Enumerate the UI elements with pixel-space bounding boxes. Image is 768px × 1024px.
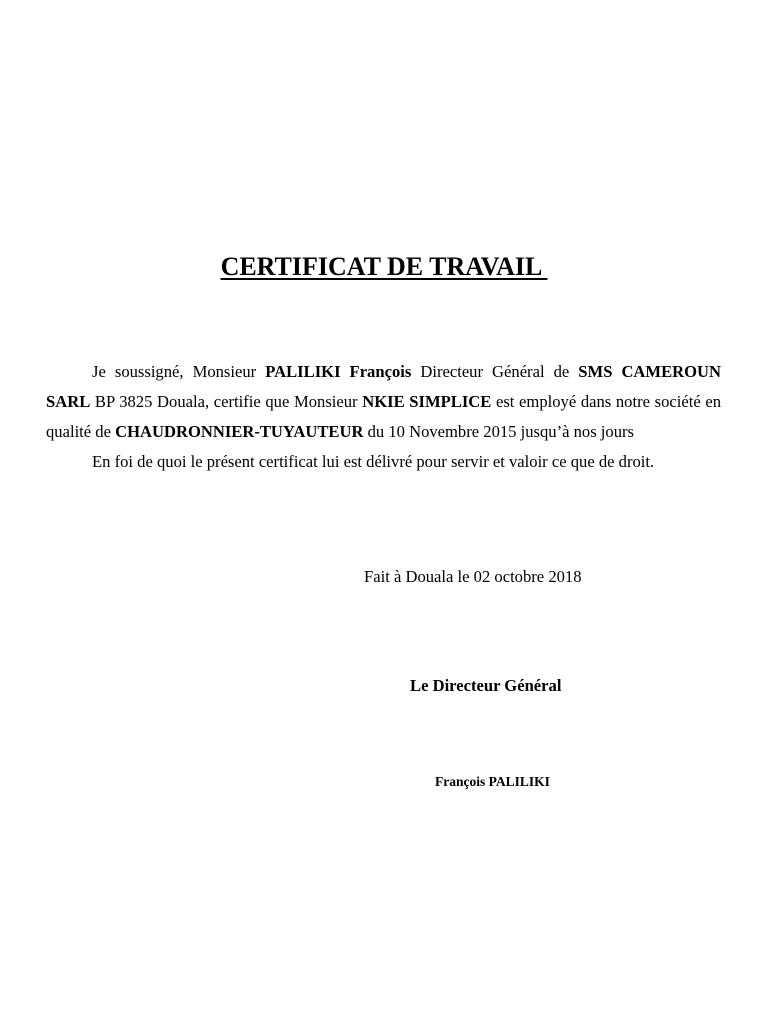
paragraph-text: du 10 Novembre 2015 jusqu’à nos jours: [363, 422, 634, 441]
employee-name: NKIE SIMPLICE: [362, 392, 492, 411]
place-date: Fait à Douala le 02 octobre 2018: [364, 567, 582, 586]
signatory-title: Le Directeur Général: [410, 676, 562, 695]
job-position: CHAUDRONNIER-TUYAUTEUR: [115, 422, 364, 441]
paragraph-text: Directeur Général de: [411, 362, 579, 381]
document-title: [0, 252, 768, 282]
company-name: SMS CAMEROUN SARL: [46, 362, 722, 411]
document-title-text: CERTIFICAT DE TRAVAIL: [220, 252, 548, 281]
director-name: PALILIKI François: [265, 362, 412, 381]
paragraph-text: est employé dans notre société en qualité de: [46, 392, 721, 441]
certificate-paragraph-2: En foi de quoi le présent certificat lui est délivré pour servir et valoir ce que de droit.: [92, 452, 655, 471]
signatory-name: François PALILIKI: [435, 774, 550, 789]
certificate-body: [46, 357, 721, 477]
paragraph-text: Je soussigné, Monsieur: [92, 362, 266, 381]
paragraph-text: BP 3825 Douala, certifie que Monsieur: [90, 392, 363, 411]
certificate-paragraph-1: [46, 357, 721, 447]
